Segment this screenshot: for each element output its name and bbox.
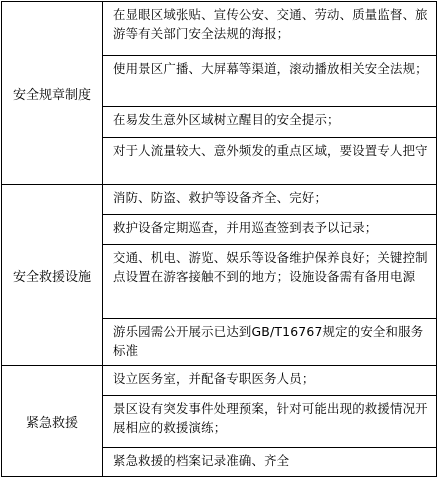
item-cell: 对于人流量较大、意外频发的重点区域，要设置专人把守 bbox=[103, 138, 437, 185]
item-cell: 游乐园需公开展示已达到GB/T16767规定的安全和服务标准 bbox=[103, 319, 437, 366]
item-cell: 设立医务室，并配备专职医务人员； bbox=[103, 366, 437, 396]
item-cell: 消防、防盗、救护等设备齐全、完好； bbox=[103, 185, 437, 215]
item-cell: 救护设备定期巡查，并用巡查签到表予以记录； bbox=[103, 215, 437, 245]
item-cell: 在显眼区域张贴、宣传公安、交通、劳动、质量监督、旅游等有关部门安全法规的海报； bbox=[103, 2, 437, 56]
category-cell: 安全救援设施 bbox=[2, 185, 103, 366]
safety-measures-table bbox=[1, 1, 437, 477]
category-cell: 安全规章制度 bbox=[2, 2, 103, 185]
item-cell: 紧急救援的档案记录准确、齐全 bbox=[103, 448, 437, 477]
item-cell: 交通、机电、游览、娱乐等设备维护保养良好；关键控制点设置在游客接触不到的地方；设施设备需有备用电源 bbox=[103, 245, 437, 319]
item-cell: 使用景区广播、大屏幕等渠道，滚动播放相关安全法规； bbox=[103, 56, 437, 107]
item-cell: 在易发生意外区域树立醒目的安全提示； bbox=[103, 107, 437, 138]
category-cell: 紧急救援 bbox=[2, 366, 103, 477]
item-cell: 景区设有突发事件处理预案，针对可能出现的救援情况开展相应的救援演练； bbox=[103, 396, 437, 448]
